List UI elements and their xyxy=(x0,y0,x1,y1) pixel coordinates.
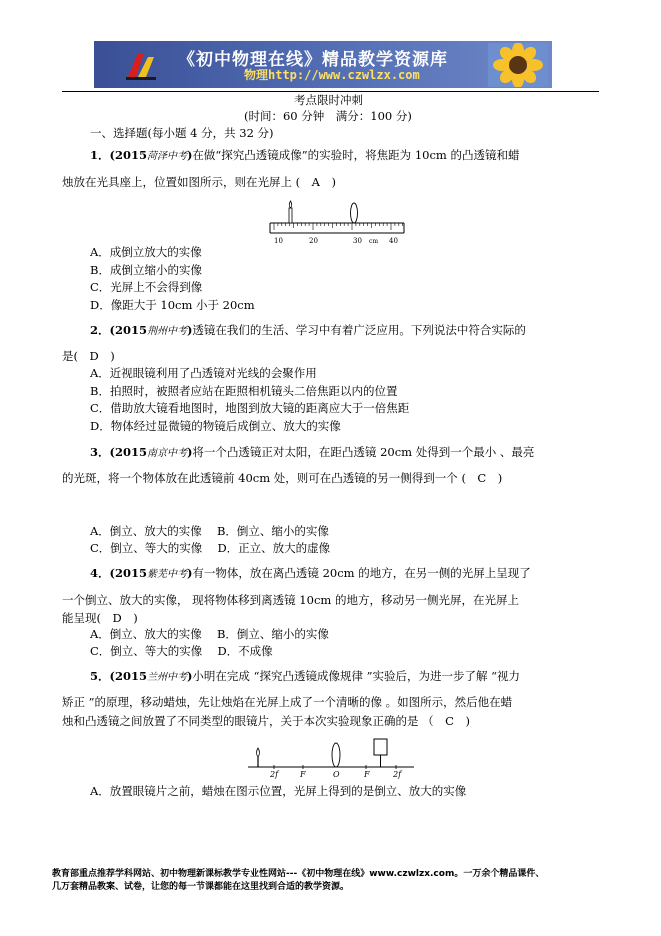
ruler-label: 40 xyxy=(389,237,398,244)
screen-icon xyxy=(374,739,387,755)
question-2-line-2: 是( D ) xyxy=(62,349,115,363)
ruler-unit: cm xyxy=(369,238,379,244)
bench-label: 2f xyxy=(270,770,279,779)
source-year: (2015 xyxy=(109,445,147,459)
ruler-label: 20 xyxy=(309,237,318,244)
optical-bench-diagram xyxy=(246,733,418,779)
question-text: 透镜在我们的生活、学习中有着广泛应用。下列说法中符合实际的 xyxy=(192,323,526,337)
section-heading: 一、选择题(每小题 4 分，共 32 分) xyxy=(90,126,274,140)
option-cd: C．倒立、等大的实像 D．正立、放大的虚像 xyxy=(90,541,331,555)
question-number: 3． xyxy=(90,445,110,459)
question-4-line-1 xyxy=(90,566,531,582)
option-d: D．像距大于 10cm 小于 20cm xyxy=(90,298,255,312)
question-number: 4． xyxy=(90,566,110,580)
source-year: (2015 xyxy=(109,148,147,162)
footer-line-2: 几万套精品教案、试卷，让您的每一节课都能在这里找到合适的教学资源。 xyxy=(52,882,350,892)
option-a: A．近视眼镜利用了凸透镜对光线的会聚作用 xyxy=(90,366,317,380)
bench-label: O xyxy=(333,770,340,779)
optical-bench-ruler-diagram xyxy=(264,196,409,244)
candle-icon xyxy=(289,208,292,223)
option-a: A．放置眼镜片之前，蜡烛在图示位置，光屏上得到的是倒立、放大的实像 xyxy=(90,784,467,798)
option-a: A．成倒立放大的实像 xyxy=(90,245,202,259)
question-3-line-1 xyxy=(90,445,534,461)
flame-icon xyxy=(289,201,292,208)
question-1-line-1 xyxy=(90,148,519,164)
question-5-line-3: 烛和凸透镜之间放置了不同类型的眼镜片，关于本次实验现象正确的是 （ C ) xyxy=(62,714,470,728)
source-year: (2015 xyxy=(109,669,147,683)
sunflower-icon xyxy=(488,43,548,87)
question-3-line-2: 的光斑，将一个物体放在此透镜前 40cm 处，则可在凸透镜的另一侧得到一个 ( C ) xyxy=(62,471,503,485)
page-title: 考点限时冲刺 xyxy=(294,93,363,107)
option-c: C．借助放大镜看地图时，地图到放大镜的距离应大于一倍焦距 xyxy=(90,401,410,415)
source-year: (2015 xyxy=(109,566,147,580)
source-close: ) xyxy=(186,445,193,459)
option-ab: A．倒立、放大的实像 B．倒立、缩小的实像 xyxy=(90,627,329,641)
question-text: 将一个凸透镜正对太阳，在距凸透镜 20cm 处得到一个最小 、最亮 xyxy=(192,445,535,459)
option-b: B．成倒立缩小的实像 xyxy=(90,263,202,277)
banner-url: 物理http://www.czwlzx.com xyxy=(244,68,420,82)
flame-icon xyxy=(257,748,260,757)
option-b: B．拍照时，被照者应站在距照相机镜头二倍焦距以内的位置 xyxy=(90,384,398,398)
footer-line-1: 教育部重点推荐学科网站、初中物理新课标教学专业性网站---《初中物理在线》www.czwlzx.com。一万余个精品课件、 xyxy=(52,869,545,879)
option-c: C．光屏上不会得到像 xyxy=(90,280,203,294)
question-number: 2． xyxy=(90,323,110,337)
source-name: 南京中考 xyxy=(146,448,187,459)
source-name: 荆州中考 xyxy=(146,326,187,337)
option-cd: C．倒立、等大的实像 D．不成像 xyxy=(90,644,273,658)
bench-label: F xyxy=(364,770,370,779)
convex-lens-icon xyxy=(332,743,340,767)
question-2-line-1 xyxy=(90,323,526,339)
question-4-line-2: 一个倒立、放大的实像， 现将物体移到离透镜 10cm 的地方，移动另一侧光屏，在光屏上 xyxy=(62,593,519,607)
question-5-line-1 xyxy=(90,669,520,685)
question-5-line-2: 矫正 ”的原理，移动蜡烛，先让烛焰在光屏上成了一个清晰的像 。如图所示，然后他在蜡 xyxy=(62,695,513,709)
source-name: 紫芜中考 xyxy=(146,569,187,580)
source-name: 菏泽中考 xyxy=(146,151,187,162)
source-name: 兰州中考 xyxy=(146,672,187,683)
question-4-line-3: 能呈现( D ) xyxy=(62,611,138,625)
source-year: (2015 xyxy=(109,323,147,337)
option-d: D．物体经过显微镜的物镜后成倒立、放大的实像 xyxy=(90,419,341,433)
source-close: ) xyxy=(186,323,193,337)
convex-lens-icon xyxy=(351,203,358,223)
source-close: ) xyxy=(186,566,193,580)
exam-meta: (时间：60 分钟 满分：100 分) xyxy=(244,109,412,123)
site-logo-icon xyxy=(124,47,158,81)
ruler-label: 10 xyxy=(274,237,283,244)
bench-label: F xyxy=(300,770,306,779)
question-1-line-2: 烛放在光具座上，位置如图所示，则在光屏上 ( A ) xyxy=(62,175,336,189)
source-close: ) xyxy=(186,669,193,683)
source-close: ) xyxy=(186,148,193,162)
option-ab: A．倒立、放大的实像 B．倒立、缩小的实像 xyxy=(90,524,329,538)
question-text: 有一物体，放在离凸透镜 20cm 的地方，在另一侧的光屏上呈现了 xyxy=(192,566,531,580)
question-text: 在做“探究凸透镜成像”的实验时，将焦距为 10cm 的凸透镜和蜡 xyxy=(192,148,520,162)
banner-title: 《初中物理在线》精品教学资源库 xyxy=(178,50,448,70)
question-number: 1． xyxy=(90,148,110,162)
site-banner xyxy=(94,41,552,88)
header-rule xyxy=(62,91,599,92)
question-number: 5． xyxy=(90,669,110,683)
question-text: 小明在完成 “探究凸透镜成像规律 ”实验后，为进一步了解 “视力 xyxy=(192,669,521,683)
ruler-label: 30 xyxy=(353,237,362,244)
bench-label: 2f xyxy=(393,770,402,779)
